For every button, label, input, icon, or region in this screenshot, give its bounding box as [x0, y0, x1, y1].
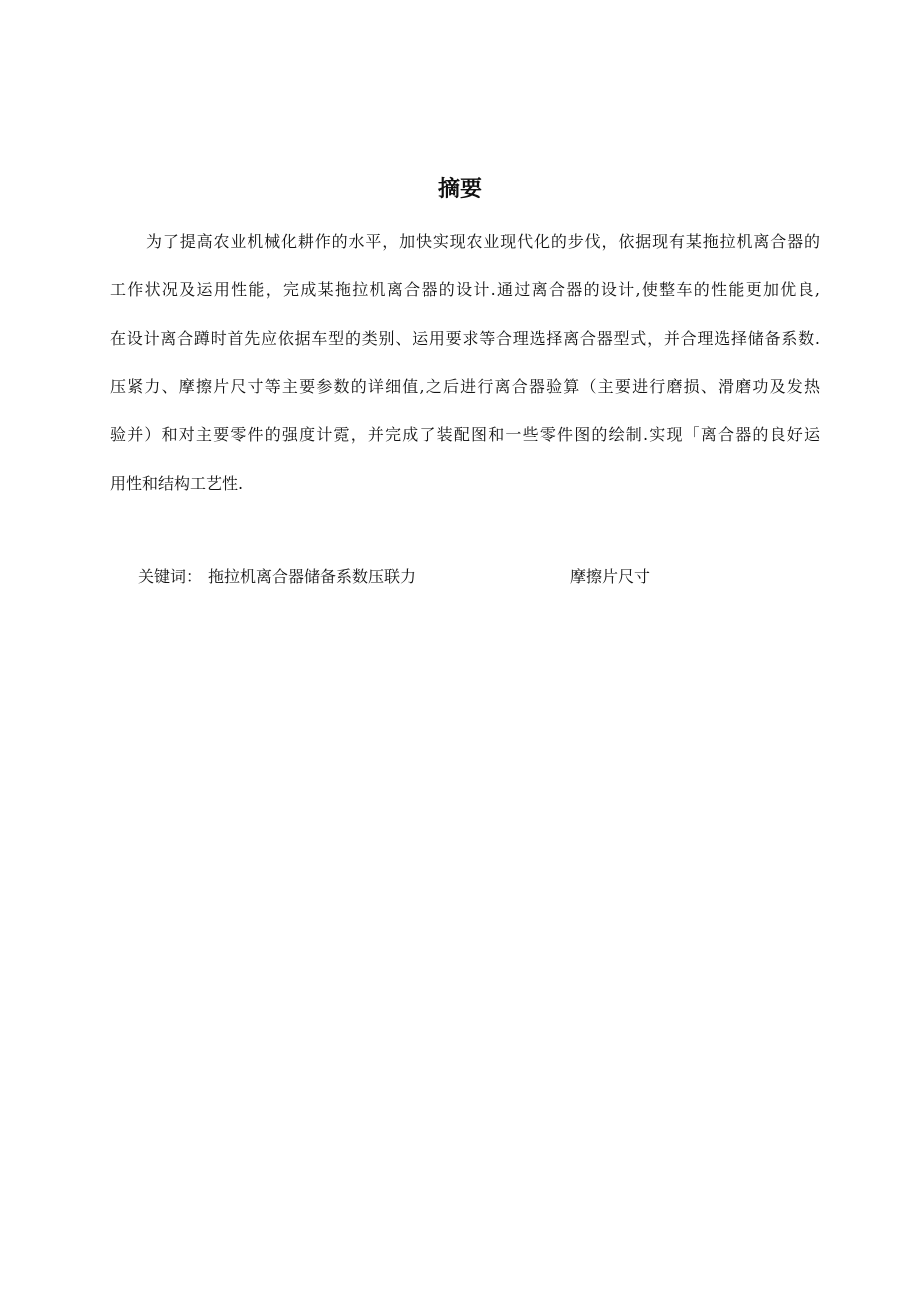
- keywords-extra: 摩擦片尺寸: [570, 567, 651, 586]
- keywords-row: [138, 560, 778, 594]
- abstract-line-5: 验并）和对主要零件的强度计霓，并完成了装配图和一些零件图的绘制.实现「离合器的良好运: [110, 425, 820, 444]
- abstract-line-4: 压紧力、摩擦片尺寸等主要参数的详细值,之后进行离合器验算（主要进行磨损、滑磨功及发热: [110, 377, 820, 396]
- abstract-line-6: 用性和结构工艺性.: [110, 474, 244, 493]
- abstract-line-2: 工作状况及运用性能，完成某拖拉机离合器的设计.通过离合器的设计,使整车的性能更加优良,: [110, 280, 820, 299]
- keywords-main: 拖拉机离合器储备系数压联力: [208, 567, 417, 586]
- abstract-line-1: 为了提高农业机械化耕作的水平，加快实现农业现代化的步伐，依据现有某拖拉机离合器的: [146, 232, 820, 251]
- abstract-line-3: 在设计离合蹲时首先应依据车型的类别、运用要求等合理选择离合器型式，并合理选择储备系数.: [110, 329, 820, 348]
- keywords-label: 关键词：: [138, 567, 203, 586]
- abstract-title: 摘要: [437, 177, 482, 202]
